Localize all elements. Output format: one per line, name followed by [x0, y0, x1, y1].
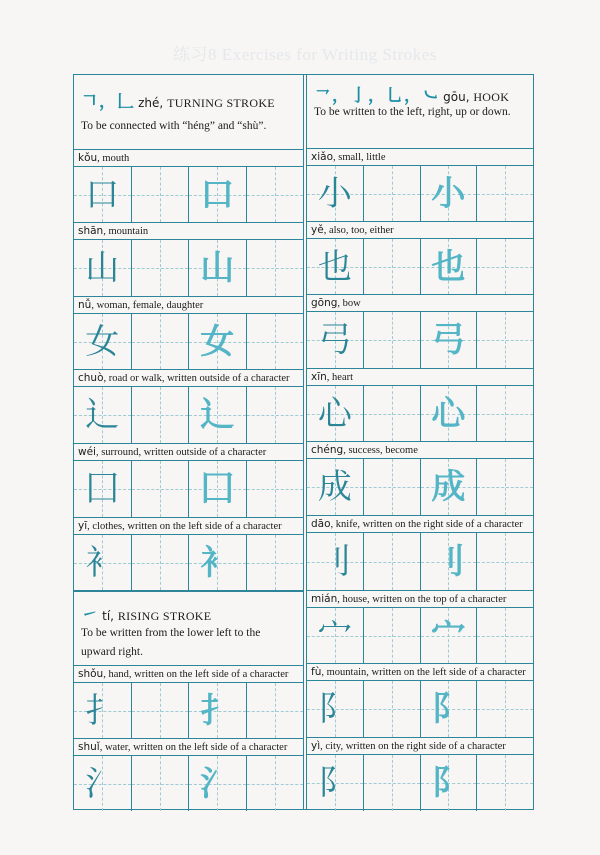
entry-gloss: mountain, written on the left side of a character [326, 667, 526, 678]
practice-entry: dāo, knife, written on the right side of a character 刂 刂 [307, 516, 533, 591]
writing-grid [74, 167, 303, 223]
entry-pinyin: chéng [311, 444, 344, 456]
practice-cell[interactable] [132, 461, 190, 517]
brush-character: 也 [431, 246, 466, 287]
printed-character: 氵 [85, 763, 120, 804]
model-cell [74, 240, 132, 296]
brush-character: 女 [200, 321, 235, 362]
entry-gloss: mountain [108, 226, 149, 237]
entry-pinyin: kǒu [78, 152, 98, 164]
hook-stroke-header: ㇖，亅，乚，㇃ gōu, HOOK To be written to the left, right, up or down. [307, 75, 533, 149]
writing-grid [307, 312, 533, 369]
practice-entry: mián, house, written on the top of a character 宀 宀 [307, 591, 533, 664]
entry-pinyin: mián [311, 593, 338, 605]
entry-pinyin: xiǎo [311, 151, 333, 163]
writing-grid [307, 681, 533, 738]
practice-cell[interactable] [477, 459, 533, 515]
practice-cell[interactable] [364, 166, 421, 221]
practice-sheet [73, 74, 534, 810]
practice-cell[interactable] [477, 386, 533, 441]
brush-character: 小 [431, 173, 466, 214]
practice-cell[interactable] [364, 681, 421, 737]
brush-character: 阝 [431, 689, 466, 729]
brush-character: 山 [200, 248, 235, 288]
printed-character: 女 [85, 321, 120, 362]
turning-stroke-header: 𠃍，𠃊 zhé, TURNING STROKE To be connected with “héng” and “shù”. [74, 75, 303, 150]
practice-entry: chéng, success, become 成 成 [307, 442, 533, 516]
entry-pinyin: yě [311, 224, 324, 236]
entry-pinyin: dāo [311, 518, 331, 530]
hook-stroke-desc: To be written to the left, right, up or down. [314, 106, 511, 118]
brush-cell [421, 166, 478, 221]
brush-character: 扌 [200, 690, 235, 731]
hook-stroke-title: HOOK [473, 90, 510, 104]
rising-stroke-pinyin: tí [102, 609, 111, 623]
model-cell [307, 386, 364, 441]
practice-cell[interactable] [247, 314, 304, 369]
writing-grid [307, 459, 533, 516]
practice-cell[interactable] [477, 312, 533, 368]
entry-gloss: small, little [338, 152, 386, 163]
brush-character: 辶 [200, 395, 235, 435]
entry-pinyin: shǒu [78, 668, 104, 680]
brush-cell [189, 535, 247, 590]
practice-entry: wéi, surround, written outside of a character 囗 囗 [74, 444, 303, 518]
left-column [74, 75, 303, 809]
hook-stroke-glyphs: ㇖，亅，乚，㇃ [314, 86, 440, 106]
entry-gloss: hand, written on the left side of a character [108, 669, 289, 680]
printed-character: 辶 [85, 395, 120, 435]
practice-entry: chuò, road or walk, written outside of a character 辶 辶 [74, 370, 303, 444]
rising-stroke-desc: To be written from the lower left to the upward right. [81, 627, 261, 658]
practice-cell[interactable] [132, 535, 190, 590]
model-cell [74, 683, 132, 738]
practice-cell[interactable] [477, 681, 533, 737]
practice-entry: yě, also, too, either 也 也 [307, 222, 533, 295]
practice-entry: fù, mountain, written on the left side of a character 阝 阝 [307, 664, 533, 738]
brush-cell [421, 755, 478, 811]
practice-cell[interactable] [132, 387, 190, 443]
entry-pinyin: chuò [78, 372, 104, 384]
practice-cell[interactable] [247, 756, 304, 811]
practice-cell[interactable] [364, 239, 421, 294]
brush-cell [421, 681, 478, 737]
practice-cell[interactable] [132, 756, 190, 811]
entry-gloss: knife, written on the right side of a character [335, 519, 523, 530]
writing-grid [307, 166, 533, 222]
writing-grid [74, 756, 303, 811]
brush-cell [189, 314, 247, 369]
printed-character: 心 [317, 393, 352, 434]
printed-character: 衤 [85, 542, 120, 583]
printed-character: 宀 [317, 615, 352, 656]
entry-gloss: woman, female, daughter [96, 300, 204, 311]
entry-pinyin: shuǐ [78, 741, 100, 753]
writing-grid [74, 387, 303, 444]
turning-stroke-pinyin: zhé [138, 96, 160, 110]
model-cell [307, 312, 364, 368]
practice-cell[interactable] [364, 386, 421, 441]
entry-gloss: city, written on the right side of a character [325, 741, 506, 752]
rising-stroke-glyphs: ㇀ [81, 605, 99, 625]
entry-gloss: clothes, written on the left side of a character [92, 521, 282, 532]
entry-pinyin: yī [78, 520, 88, 532]
brush-cell [421, 608, 478, 663]
writing-grid [307, 755, 533, 811]
printed-character: 弓 [317, 320, 352, 360]
brush-cell [421, 533, 478, 590]
brush-cell [421, 459, 478, 515]
brush-character: 口 [200, 174, 235, 215]
brush-character: 宀 [431, 615, 466, 656]
entry-pinyin: fù [311, 666, 322, 678]
writing-grid [307, 533, 533, 591]
practice-cell[interactable] [132, 683, 190, 738]
model-cell [307, 533, 364, 590]
practice-cell[interactable] [477, 533, 533, 590]
model-cell [307, 166, 364, 221]
entry-gloss: surround, written outside of a character [101, 447, 267, 458]
practice-entry: nǚ, woman, female, daughter 女 女 [74, 297, 303, 370]
model-cell [74, 535, 132, 590]
printed-character: 扌 [85, 690, 120, 731]
writing-grid [74, 240, 303, 297]
printed-character: 刂 [317, 541, 352, 582]
entry-pinyin: wéi [78, 446, 96, 458]
printed-character: 成 [317, 467, 352, 507]
practice-cell[interactable] [132, 167, 190, 222]
model-cell [74, 314, 132, 369]
practice-cell[interactable] [247, 167, 304, 222]
brush-character: 成 [431, 467, 466, 507]
brush-cell [189, 756, 247, 811]
model-cell [307, 239, 364, 294]
practice-entry: shān, mountain 山 山 [74, 223, 303, 297]
practice-cell[interactable] [132, 240, 190, 296]
entry-pinyin: yì [311, 740, 321, 752]
entry-gloss: road or walk, written outside of a character [108, 373, 290, 384]
practice-cell[interactable] [364, 459, 421, 515]
practice-cell[interactable] [247, 240, 304, 296]
rising-stroke-title: RISING STROKE [117, 609, 212, 623]
practice-cell[interactable] [477, 239, 533, 294]
model-cell [307, 459, 364, 515]
page-header: 练习8 Exercises for Writing Strokes [173, 45, 437, 64]
practice-entry: yī, clothes, written on the left side of a character 衤 衤 [74, 518, 303, 591]
entry-gloss: water, written on the left side of a character [104, 742, 288, 753]
entry-gloss: success, become [348, 445, 418, 456]
hook-stroke-pinyin: gōu [443, 90, 466, 104]
brush-cell [189, 683, 247, 738]
entry-gloss: also, too, either [328, 225, 394, 236]
turning-stroke-glyphs: 𠃍，𠃊 [81, 92, 135, 112]
printed-character: 囗 [85, 469, 120, 509]
entry-gloss: heart [332, 372, 354, 383]
brush-cell [421, 239, 478, 294]
model-cell [307, 755, 364, 811]
practice-cell[interactable] [247, 535, 304, 590]
rising-stroke-header: ㇀ tí, RISING STROKE To be written from the lower left to the upward right. [74, 591, 303, 666]
printed-character: 阝 [317, 763, 352, 803]
entry-gloss: bow [342, 298, 361, 309]
printed-character: 小 [317, 173, 352, 214]
brush-cell [189, 387, 247, 443]
practice-entry: xīn, heart 心 心 [307, 369, 533, 442]
practice-cell[interactable] [132, 314, 190, 369]
turning-stroke-desc: To be connected with “héng” and “shù”. [81, 120, 267, 132]
practice-cell[interactable] [247, 683, 304, 738]
practice-cell[interactable] [247, 387, 304, 443]
model-cell [307, 608, 364, 663]
entry-pinyin: gōng [311, 297, 338, 309]
entry-pinyin: xīn [311, 371, 327, 383]
entry-gloss: house, written on the top of a character [342, 594, 507, 605]
practice-cell[interactable] [477, 166, 533, 221]
writing-grid [74, 535, 303, 591]
writing-grid [307, 608, 533, 664]
brush-cell [421, 386, 478, 441]
practice-cell[interactable] [247, 461, 304, 517]
model-cell [74, 756, 132, 811]
right-column [307, 75, 533, 809]
practice-cell[interactable] [364, 312, 421, 368]
brush-cell [189, 240, 247, 296]
practice-entry: kǒu, mouth 口 口 [74, 150, 303, 223]
writing-grid [74, 683, 303, 739]
brush-cell [189, 167, 247, 222]
brush-character: 刂 [431, 541, 466, 582]
writing-grid [307, 239, 533, 295]
practice-entry: xiǎo, small, little 小 小 [307, 149, 533, 222]
practice-cell[interactable] [364, 608, 421, 663]
practice-cell[interactable] [477, 755, 533, 811]
printed-character: 口 [85, 174, 120, 215]
model-cell [74, 461, 132, 517]
brush-character: 心 [431, 393, 466, 434]
printed-character: 山 [85, 248, 120, 288]
practice-entry: yì, city, written on the right side of a character 阝 阝 [307, 738, 533, 811]
model-cell [74, 167, 132, 222]
practice-entry: gōng, bow 弓 弓 [307, 295, 533, 369]
brush-character: 氵 [200, 763, 235, 804]
entry-gloss: mouth [102, 153, 130, 164]
printed-character: 阝 [317, 689, 352, 729]
practice-cell[interactable] [477, 608, 533, 663]
practice-cell[interactable] [364, 533, 421, 590]
brush-cell [189, 461, 247, 517]
turning-stroke-title: TURNING STROKE [167, 96, 275, 110]
brush-character: 衤 [200, 542, 235, 583]
brush-character: 阝 [431, 763, 466, 803]
brush-character: 弓 [431, 320, 466, 360]
writing-grid [74, 314, 303, 370]
entry-pinyin: shān [78, 225, 104, 237]
brush-character: 囗 [200, 469, 235, 509]
writing-grid [307, 386, 533, 442]
practice-entry: shuǐ, water, written on the left side of a character 氵 氵 [74, 739, 303, 811]
entry-pinyin: nǚ [78, 299, 92, 311]
model-cell [307, 681, 364, 737]
practice-cell[interactable] [364, 755, 421, 811]
model-cell [74, 387, 132, 443]
brush-cell [421, 312, 478, 368]
writing-grid [74, 461, 303, 518]
practice-entry: shǒu, hand, written on the left side of a character 扌 扌 [74, 666, 303, 739]
printed-character: 也 [317, 246, 352, 287]
